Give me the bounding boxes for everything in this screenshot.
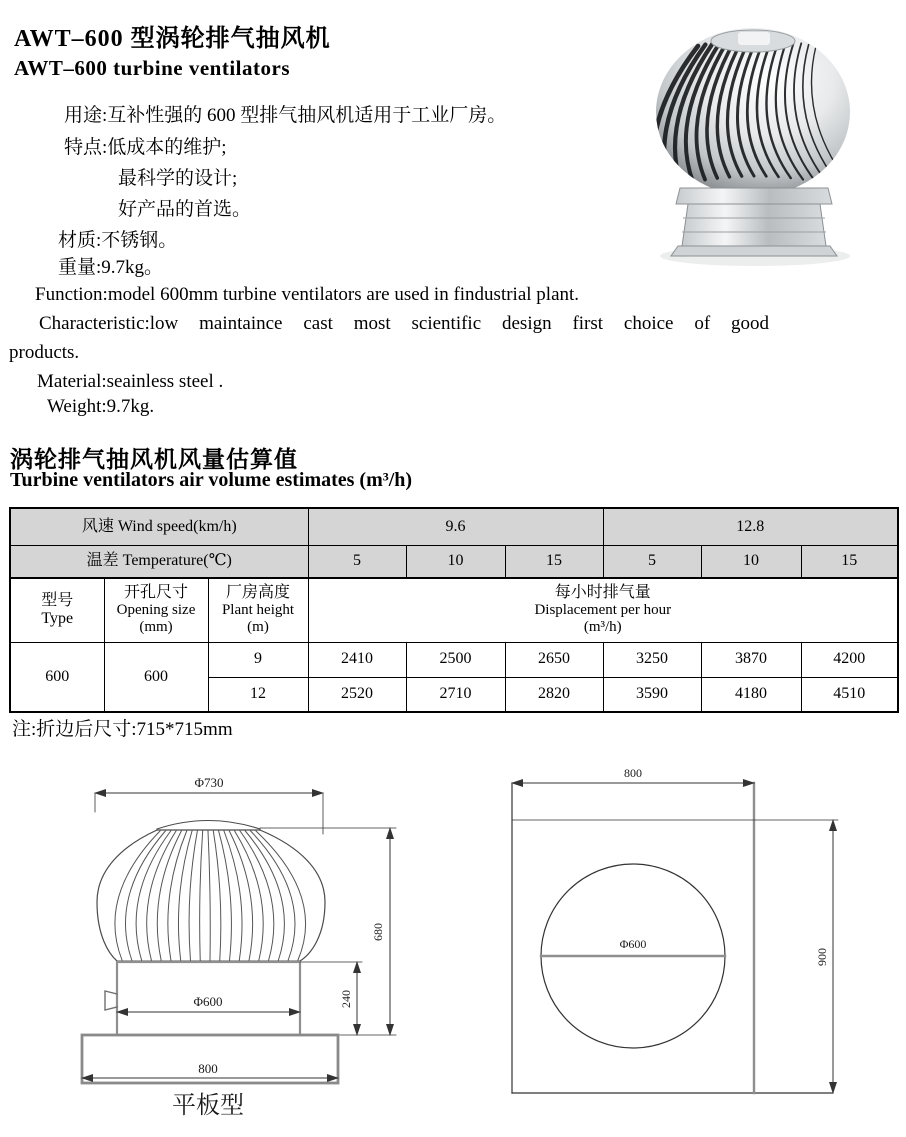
spec-line-weight-zh: 重量:9.7kg。 xyxy=(58,257,164,278)
folded-size-note: 注:折边后尺寸:715*715mm xyxy=(12,719,233,740)
dim-total-height: 680 xyxy=(371,923,385,941)
product-photo xyxy=(650,20,870,270)
section-heading-en: Turbine ventilators air volume estimates (m³/h) xyxy=(10,469,413,491)
photo-dome xyxy=(656,28,850,196)
wind-speed-row xyxy=(10,508,898,545)
col-header-displacement: 每小时排气量 Displacement per hour (m³/h) xyxy=(308,578,898,642)
temperature-value: 15 xyxy=(801,545,898,578)
temperature-label: 温差 Temperature(℃) xyxy=(10,545,308,578)
dim-base-width: 800 xyxy=(198,1061,218,1076)
value-cell: 2710 xyxy=(406,677,505,712)
spec-line-use: 用途:互补性强的 600 型排气抽风机适用于工业厂房。 xyxy=(64,105,507,126)
spec-line-material-zh: 材质:不锈钢。 xyxy=(58,230,178,251)
page-title-en: AWT–600 turbine ventilators xyxy=(14,56,290,80)
spec-line-weight-en: Weight:9.7kg. xyxy=(47,396,155,417)
front-view-caption: 平板型 xyxy=(172,1093,244,1119)
plant-height-cell: 12 xyxy=(208,677,308,712)
value-cell: 2650 xyxy=(505,642,603,677)
spec-line-material-en: Material:seainless steel . xyxy=(37,371,224,392)
temperature-value: 10 xyxy=(406,545,505,578)
col-header-plant-height: 厂房高度 Plant height (m) xyxy=(208,578,308,642)
wind-speed-label: 风速 Wind speed(km/h) xyxy=(10,508,308,545)
value-cell: 4200 xyxy=(801,642,898,677)
col-header-opening-size: 开孔尺寸 Opening size (mm) xyxy=(104,578,208,642)
temperature-value: 10 xyxy=(701,545,801,578)
temperature-value: 5 xyxy=(603,545,701,578)
photo-cap-highlight xyxy=(738,32,770,45)
column-header-row xyxy=(10,578,898,642)
dim-circle-diameter: Φ600 xyxy=(619,937,647,951)
section-heading-zh: 涡轮排气抽风机风量估算值 xyxy=(10,447,298,472)
value-cell: 3870 xyxy=(701,642,801,677)
front-view-drawing xyxy=(82,775,396,1119)
plant-height-cell: 9 xyxy=(208,642,308,677)
type-cell: 600 xyxy=(10,642,104,712)
spec-line-feature-2: 最科学的设计; xyxy=(118,168,238,189)
wind-speed-value: 12.8 xyxy=(603,508,898,545)
photo-skirt xyxy=(671,246,837,256)
value-cell: 2820 xyxy=(505,677,603,712)
dim-plate-height: 900 xyxy=(815,948,829,966)
spec-line-feature: 特点:低成本的维护; xyxy=(64,137,227,158)
value-cell: 3590 xyxy=(603,677,701,712)
value-cell: 2520 xyxy=(308,677,406,712)
spec-line-products: products. xyxy=(9,342,80,363)
temperature-row xyxy=(10,545,898,578)
opening-cell: 600 xyxy=(104,642,208,712)
temperature-value: 15 xyxy=(505,545,603,578)
value-cell: 2410 xyxy=(308,642,406,677)
front-view-vanes xyxy=(115,831,306,960)
value-cell: 4180 xyxy=(701,677,801,712)
col-header-type: 型号 Type xyxy=(10,578,104,642)
spec-line-feature-3: 好产品的首选。 xyxy=(118,199,252,220)
technical-drawings xyxy=(0,745,906,1137)
dim-neck-height: 240 xyxy=(339,990,353,1008)
temperature-value: 5 xyxy=(308,545,406,578)
photo-flange xyxy=(676,188,832,204)
data-row xyxy=(10,642,898,677)
top-view-drawing xyxy=(512,766,838,1093)
dim-top-diameter: Φ730 xyxy=(194,775,224,790)
photo-cylinder xyxy=(682,204,826,246)
value-cell: 2500 xyxy=(406,642,505,677)
air-volume-table xyxy=(9,507,899,713)
wind-speed-value: 9.6 xyxy=(308,508,603,545)
page-title-zh: AWT–600 型涡轮排气抽风机 xyxy=(14,26,331,52)
spec-line-characteristic: Characteristic:low maintaince cast most scientific design first choice of good xyxy=(39,313,769,334)
front-view-tab xyxy=(105,991,117,1010)
dim-plate-width: 800 xyxy=(624,766,642,780)
value-cell: 3250 xyxy=(603,642,701,677)
value-cell: 4510 xyxy=(801,677,898,712)
dim-neck-diameter: Φ600 xyxy=(193,994,223,1009)
spec-line-function-en: Function:model 600mm turbine ventilators are used in findustrial plant. xyxy=(35,284,580,305)
